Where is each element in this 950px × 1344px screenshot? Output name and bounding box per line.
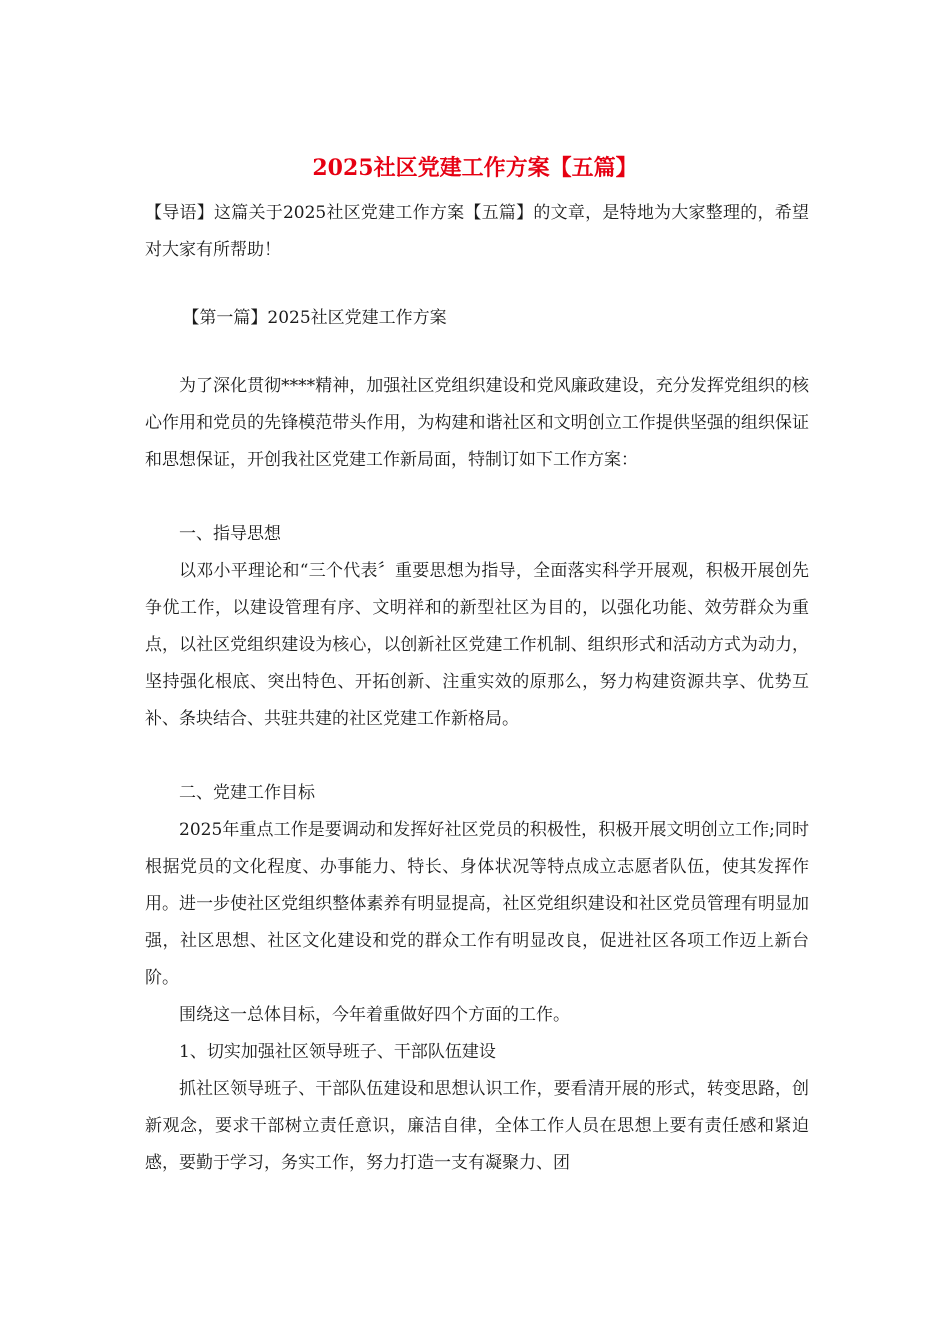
body-paragraph: 围绕这一总体目标，今年着重做好四个方面的工作。 (179, 1005, 570, 1025)
body-paragraph: 为了深化贯彻****精神，加强社区党组织建设和党风廉政建设，充分发挥党组织的核心作用和党员的先锋模范带头作用，为构建和谐社区和文明创立工作提供坚强的组织保证和思想保证，开创我社区党建工作新局面，特制订如下工作方案： (145, 376, 809, 470)
body-paragraph: 2025年重点工作是要调动和发挥好社区党员的积极性，积极开展文明创立工作;同时根据党员的文化程度、办事能力、特长、身体状况等特点成立志愿者队伍，使其发挥作用。进一步使社区党组织整体素养有明显提高，社区党组织建设和社区党员管理有明显加强，社区思想、社区文化建设和党的群众工作有明显改良，促进社区各项工作迈上新台阶。 (145, 820, 809, 988)
body-paragraph: 以邓小平理论和“三个代表〞重要思想为指导，全面落实科学开展观，积极开展创先争优工作，以建设管理有序、文明祥和的新型社区为目的，以强化功能、效劳群众为重点，以社区党组织建设为核心，以创新社区党建工作机制、组织形式和活动方式为动力，坚持强化根底、突出特色、开拓创新、注重实效的原那么，努力构建资源共享、优势互补、条块结合、共驻共建的社区党建工作新格局。 (145, 561, 809, 729)
section-heading: 一、指导思想 (179, 524, 281, 544)
section-heading: 1、切实加强社区领导班子、干部队伍建设 (179, 1042, 496, 1062)
section-heading: 二、党建工作目标 (179, 783, 315, 803)
part-heading: 【第一篇】2025社区党建工作方案 (182, 308, 447, 328)
body-paragraph: 抓社区领导班子、干部队伍建设和思想认识工作，要看清开展的形式，转变思路，创新观念，要求干部树立责任意识，廉洁自律，全体工作人员在思想上要有责任感和紧迫感，要勤于学习，务实工作，努力打造一支有凝聚力、团 (145, 1079, 809, 1173)
intro-paragraph: 【导语】这篇关于2025社区党建工作方案【五篇】的文章，是特地为大家整理的，希望对大家有所帮助！ (145, 203, 809, 260)
document-title: 2025社区党建工作方案【五篇】 (312, 155, 638, 181)
